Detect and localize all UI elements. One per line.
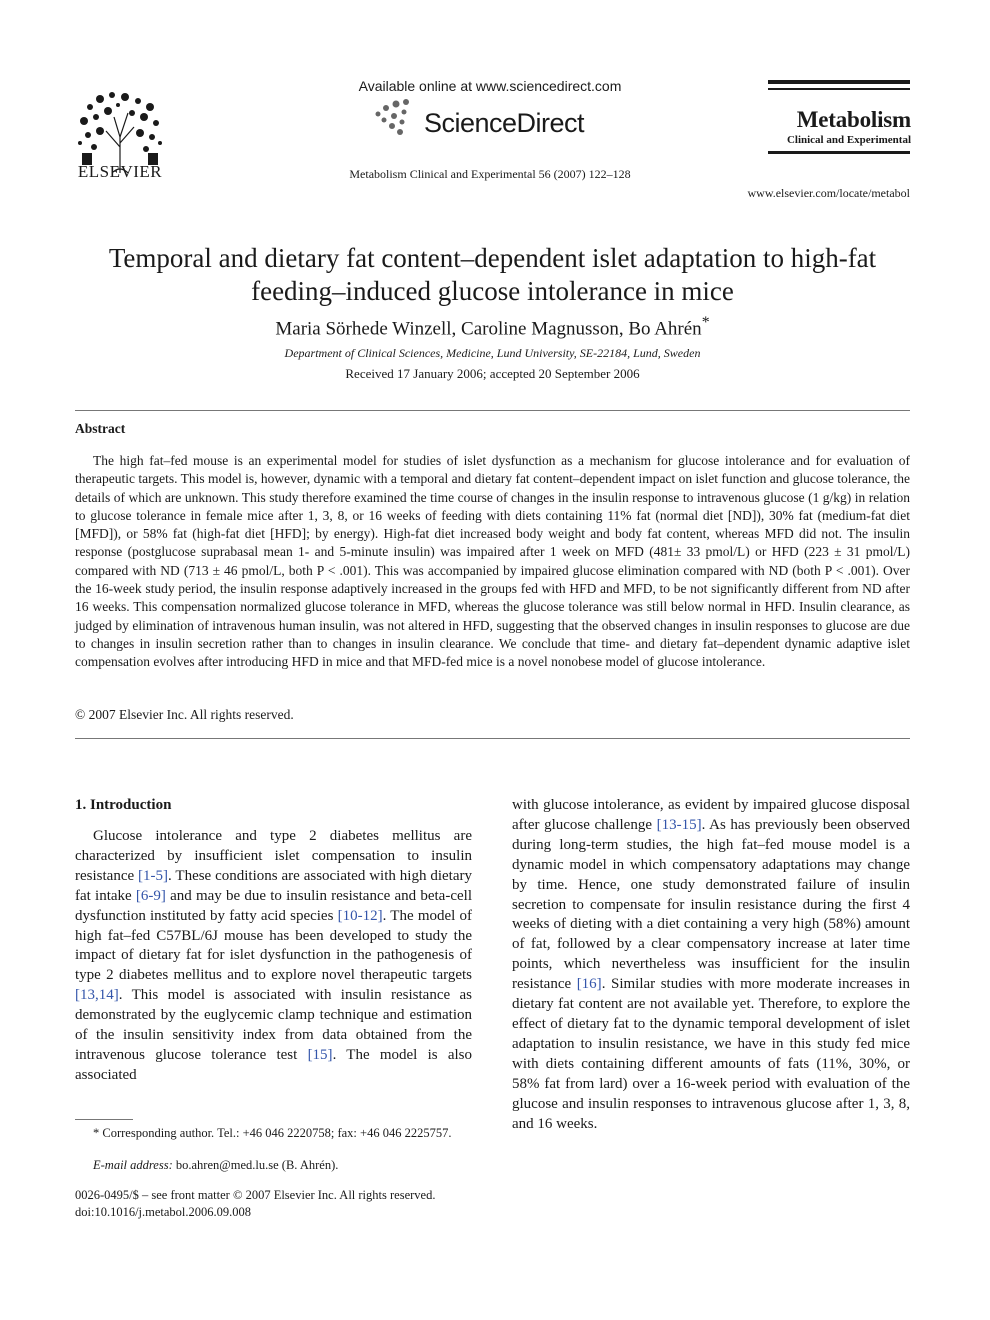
body-text: . The model is also associated: [75, 1046, 472, 1083]
email-address[interactable]: bo.ahren@med.lu.se (B. Ahrén).: [172, 1158, 339, 1172]
citation-link[interactable]: [15]: [307, 1046, 333, 1063]
body-text: . As has previously been observed during long-term studies, the high fat–fed mouse model is a dynamic model in which compensatory adaptations may change by time. Hence, one study demonstrated failure of insulin secretion to compensate for insulin resistance during the first 4 weeks of dieting with a diet containing a very high (58%) amount of fat, followed by a clear compensatory increase at later time points, which nevertheless was insufficient for the insulin resistance: [512, 816, 910, 993]
author-names: Maria Sörhede Winzell, Caroline Magnusson, Bo Ahrén: [275, 318, 702, 340]
section-heading-introduction: 1. Introduction: [75, 797, 172, 813]
email-footnote: [93, 1158, 338, 1173]
body-text: and may be due to insulin resistance and beta-cell dysfunction instituted by fatty acid species: [75, 887, 472, 924]
body-text: . The model of high fat–fed C57BL/6J mouse has been developed to study the impact of dietary fat for islet dysfunction in the pathogenesis of type 2 diabetes mellitus and to explore novel therapeutic targets: [75, 907, 472, 984]
body-text: . These conditions are associated with high dietary fat intake: [75, 867, 472, 904]
abstract-text: The high fat–fed mouse is an experimental model for studies of islet dysfunction as a mechanism for glucose intolerance and for evaluation of therapeutic targets. This model is, however, dynamic with a temporal and dietary fat content–dependent impact on islet function and glucose tolerance, the details of which are unknown. This study therefore examined the time course of changes in the insulin response to intravenous glucose (1 g/kg) in relation to glucose tolerance in female mice after 1, 3, 8, or 16 weeks of feeding with diets containing 11% fat (normal diet [ND]), 30% fat (medium-fat diet [MFD]), or 58% fat (high-fat diet [HFD]; by energy). High-fat diet increased body weight and body fat content, whereas MFD did not. The insulin response (postglucose suprabasal mean 1- and 5-minute insulin) was impaired after 1 week on MFD (481± 33 pmol/L) or HFD (223 ± 31 pmol/L) compared with ND (713 ± 46 pmol/L, both P < .001). This was accompanied by impaired glucose elimination compared with ND (both P < .001). Over the 16-week study period, the insulin response adaptively increased in the groups fed with HFD and MFD, to be not significantly different from ND after 16 weeks. This compensation normalized glucose tolerance in MFD, whereas the glucose tolerance was still below normal in HFD. Insulin clearance, as judged by elimination of intravenous human insulin, was not altered in HFD, suggesting that the observed changes in insulin responses to glucose are due to changes in insulin secretion rather than to changes in insulin clearance. We conclude that time- and dietary fat–dependent dynamic adaptive islet compensation evolves after introducing HFD in mice and that MFD-fed mice is a novel nonobese model of glucose intolerance.: [75, 453, 910, 670]
received-dates: Received 17 January 2006; accepted 20 September 2006: [345, 366, 640, 381]
author-affiliation: Department of Clinical Sciences, Medicine, Lund University, SE-22184, Lund, Sweden: [284, 346, 701, 360]
journal-rule-top: [768, 80, 910, 84]
citation-link[interactable]: [13,14]: [75, 987, 119, 1004]
body-column-right: [512, 796, 910, 1134]
corresponding-author-footnote: * Corresponding author. Tel.: +46 046 2220758; fax: +46 046 2225757.: [93, 1126, 452, 1140]
journal-name: Metabolism: [796, 107, 911, 132]
abstract-rule-bottom: [75, 738, 910, 739]
issn-line: 0026-0495/$ – see front matter © 2007 Elsevier Inc. All rights reserved.: [75, 1188, 436, 1202]
email-label: E-mail address:: [93, 1158, 173, 1172]
citation-link[interactable]: [10-12]: [337, 907, 383, 924]
body-text: . This model is associated with insulin resistance as demonstrated by the euglycemic clamp technique and estimation of the insulin sensitivity index from data obtained from the intravenous glucose tolerance test: [75, 987, 472, 1063]
article-title: Temporal and dietary fat content–dependent islet adaptation to high-fat feeding–induced glucose intolerance in mice: [108, 243, 877, 306]
author-list: [75, 314, 910, 340]
citation-link[interactable]: [6-9]: [135, 887, 166, 904]
corresponding-author-mark: *: [701, 314, 710, 331]
sciencedirect-dots-icon: [372, 98, 412, 138]
publisher-name: ELSEVIER: [77, 162, 163, 181]
body-text: . Similar studies with more moderate increases in dietary fat content are not available yet. Therefore, to explore the effect of dietary fat to the dynamic temporal development of islet adaptation to insulin resistance, we have in this study fed mice with diets containing different amounts of fats (11%, 30%, or 58% fat from lard) over a 16-week period with evaluation of the glucose and insulin responses to intravenous glucose after 1, 3, 8, and 16 weeks.: [512, 976, 910, 1132]
journal-subtitle: Clinical and Experimental: [786, 134, 911, 146]
abstract-heading: Abstract: [75, 421, 126, 436]
available-online-text: Available online at www.sciencedirect.com: [358, 78, 622, 94]
abstract-rule-top: [75, 410, 910, 411]
journal-citation: Metabolism Clinical and Experimental 56 (2007) 122–128: [349, 167, 631, 181]
footnote-rule: [75, 1119, 133, 1120]
sciencedirect-wordmark: ScienceDirect: [424, 108, 585, 138]
journal-rule-top-thin: [768, 88, 910, 90]
body-text: with glucose intolerance, as evident by impaired glucose disposal after glucose challenge: [512, 797, 910, 833]
citation-link[interactable]: [13-15]: [656, 816, 702, 833]
citation-link[interactable]: [16]: [576, 976, 602, 993]
issn-doi-block: [75, 1187, 435, 1221]
journal-url-link[interactable]: www.elsevier.com/locate/metabol: [747, 186, 910, 200]
body-text: Glucose intolerance and type 2 diabetes mellitus are characterized by insufficient islet compensation to insulin resistance: [75, 828, 472, 884]
doi-line[interactable]: doi:10.1016/j.metabol.2006.09.008: [75, 1205, 252, 1219]
citation-link[interactable]: [1-5]: [138, 867, 169, 884]
abstract-copyright: © 2007 Elsevier Inc. All rights reserved.: [75, 707, 294, 722]
journal-rule-bottom: [768, 151, 910, 154]
body-column-left: [75, 827, 472, 1086]
